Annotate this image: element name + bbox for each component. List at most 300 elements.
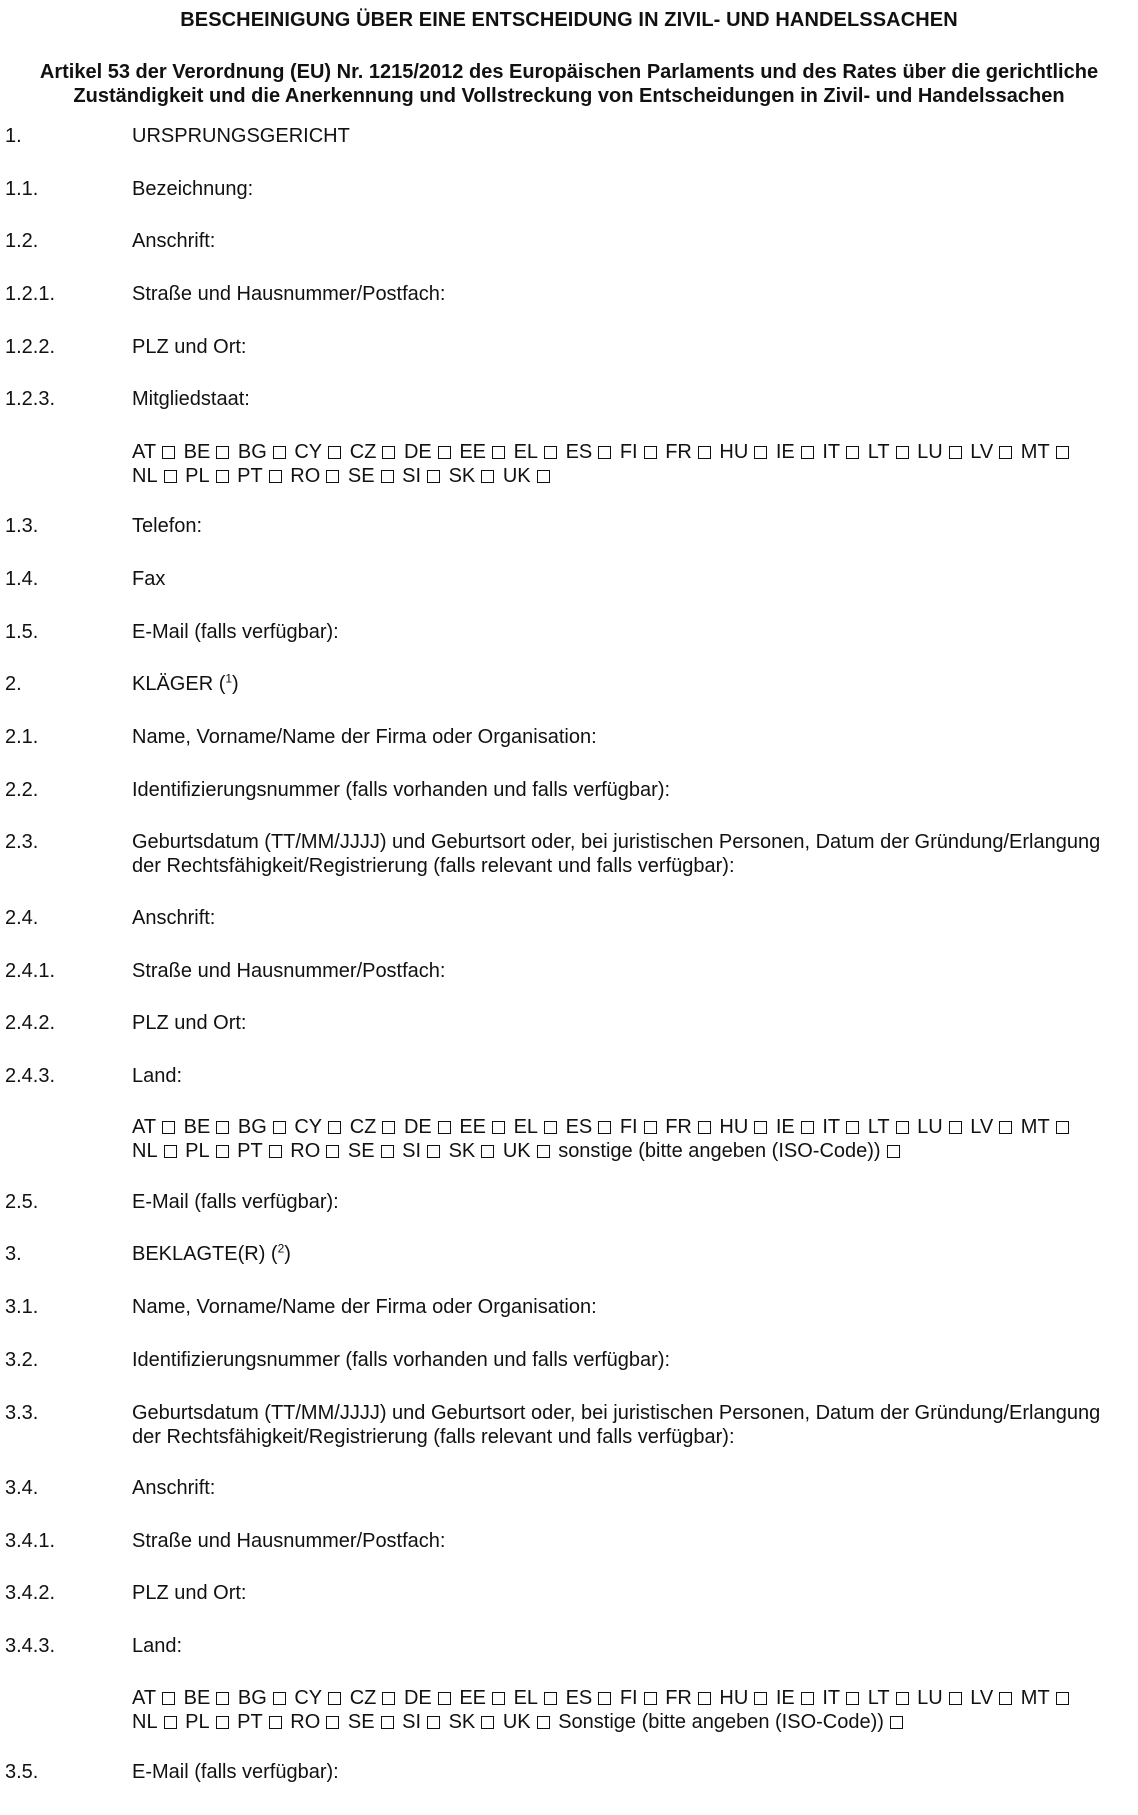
country-code: UK <box>502 1140 531 1162</box>
section-label-line-2: der Rechtsfähigkeit/Registrierung (falls relevant und falls verfügbar): <box>132 1426 735 1448</box>
section-label: Geburtsdatum (TT/MM/JJJJ) und Geburtsort oder, bei juristischen Personen, Datum der Gründung/Erlangung der Rechtsfähigkeit/Registrierung (falls relevant und falls verfügbar): <box>132 1401 1130 1449</box>
country-code: DE <box>403 441 432 463</box>
country-option[interactable] <box>868 441 912 463</box>
checkbox-icon[interactable] <box>273 446 286 459</box>
country-code: LV <box>970 1116 994 1138</box>
section-label: E-Mail (falls verfügbar): <box>132 1761 339 1783</box>
checkbox-icon[interactable] <box>492 1692 505 1705</box>
country-option[interactable] <box>776 1687 817 1709</box>
checkbox-icon[interactable] <box>381 1716 394 1729</box>
checkbox-icon[interactable] <box>273 1692 286 1705</box>
checkbox-icon[interactable] <box>164 1145 177 1158</box>
checkbox-icon[interactable] <box>481 470 494 483</box>
checkbox-icon[interactable] <box>382 1121 395 1134</box>
checkbox-icon[interactable] <box>644 446 657 459</box>
country-option[interactable] <box>917 1116 965 1138</box>
checkbox-icon[interactable] <box>890 1716 903 1729</box>
checkbox-icon[interactable] <box>438 1692 451 1705</box>
checkbox-icon[interactable] <box>537 470 550 483</box>
section-label: E-Mail (falls verfügbar): <box>132 1191 339 1213</box>
country-checkbox-list <box>132 440 1130 488</box>
checkbox-icon[interactable] <box>1056 446 1069 459</box>
country-code: FI <box>619 441 638 463</box>
country-option[interactable] <box>348 1140 397 1162</box>
document-title: BESCHEINIGUNG ÜBER EINE ENTSCHEIDUNG IN ZIVIL- UND HANDELSSACHEN <box>180 9 958 31</box>
country-option[interactable] <box>566 1116 615 1138</box>
section-number: 2.5. <box>5 1191 39 1213</box>
section-label: PLZ und Ort: <box>132 336 247 358</box>
country-option[interactable] <box>237 1711 285 1733</box>
section-label: E-Mail (falls verfügbar): <box>132 621 339 643</box>
country-code: HU <box>719 1116 749 1138</box>
country-code: CY <box>294 441 323 463</box>
country-code: LT <box>867 1687 890 1709</box>
checkbox-icon[interactable] <box>381 470 394 483</box>
country-code: PL <box>185 1140 210 1162</box>
section-number: 3.5. <box>5 1761 39 1783</box>
checkbox-icon[interactable] <box>326 1145 339 1158</box>
country-option[interactable] <box>132 1711 180 1733</box>
country-code: CY <box>294 1116 323 1138</box>
country-code: ES <box>565 1116 593 1138</box>
country-code: PL <box>185 1711 210 1733</box>
country-option[interactable] <box>132 1140 180 1162</box>
country-code: RO <box>290 1711 321 1733</box>
country-option[interactable] <box>184 441 233 463</box>
country-option[interactable] <box>449 465 498 487</box>
checkbox-icon[interactable] <box>427 1145 440 1158</box>
checkbox-icon[interactable] <box>537 1716 550 1729</box>
checkbox-icon[interactable] <box>754 1121 767 1134</box>
checkbox-icon[interactable] <box>216 1121 229 1134</box>
section-number: 1.4. <box>5 568 39 590</box>
country-option[interactable] <box>294 1687 344 1709</box>
country-option[interactable] <box>1021 1116 1072 1138</box>
country-code: HU <box>719 441 749 463</box>
section-label: Identifizierungsnummer (falls vorhanden und falls verfügbar): <box>132 779 671 801</box>
country-option[interactable] <box>665 1687 714 1709</box>
checkbox-icon[interactable] <box>949 446 962 459</box>
country-option[interactable] <box>132 1687 178 1709</box>
section-number: 1.2.3. <box>5 388 56 410</box>
checkbox-icon[interactable] <box>216 1716 229 1729</box>
checkbox-icon[interactable] <box>846 446 859 459</box>
checkbox-icon[interactable] <box>949 1692 962 1705</box>
country-code: AT <box>132 1687 157 1709</box>
section-label: Anschrift: <box>132 1477 216 1499</box>
country-option[interactable] <box>620 1687 660 1709</box>
country-option[interactable] <box>970 1116 1015 1138</box>
checkbox-icon[interactable] <box>481 1145 494 1158</box>
country-code: PT <box>237 465 263 487</box>
country-code: SE <box>347 1140 375 1162</box>
section-number: 2. <box>5 673 22 695</box>
checkbox-icon[interactable] <box>949 1121 962 1134</box>
section-number: 2.4.2. <box>5 1012 56 1034</box>
country-code: FR <box>665 1687 692 1709</box>
country-option[interactable] <box>184 1116 233 1138</box>
section-number: 3.2. <box>5 1349 39 1371</box>
section-number: 2.3. <box>5 831 39 853</box>
checkbox-icon[interactable] <box>164 470 177 483</box>
section-label: Bezeichnung: <box>132 178 254 200</box>
country-code: LU <box>917 1116 943 1138</box>
country-option[interactable] <box>503 1140 553 1162</box>
country-option[interactable] <box>868 1116 912 1138</box>
checkbox-icon[interactable] <box>162 1121 175 1134</box>
checkbox-icon[interactable] <box>438 446 451 459</box>
checkbox-icon[interactable] <box>382 446 395 459</box>
country-option[interactable] <box>185 1140 231 1162</box>
country-option[interactable] <box>238 1116 289 1138</box>
section-number: 2.4.3. <box>5 1065 56 1087</box>
country-option[interactable] <box>620 1116 660 1138</box>
country-option[interactable] <box>970 1687 1015 1709</box>
checkbox-icon[interactable] <box>544 1121 557 1134</box>
country-code: SK <box>448 1711 476 1733</box>
section-number: 1.3. <box>5 515 39 537</box>
checkbox-icon[interactable] <box>216 1692 229 1705</box>
country-code: BG <box>237 1116 267 1138</box>
country-option[interactable] <box>404 1116 454 1138</box>
country-option[interactable] <box>350 441 399 463</box>
country-code: SI <box>402 465 422 487</box>
checkbox-icon[interactable] <box>438 1121 451 1134</box>
country-option[interactable] <box>294 441 344 463</box>
country-code: PT <box>237 1711 263 1733</box>
country-code: LT <box>867 1116 890 1138</box>
country-option[interactable] <box>566 1687 615 1709</box>
section-label: URSPRUNGSGERICHT <box>132 125 350 147</box>
checkbox-icon[interactable] <box>698 446 711 459</box>
country-code: ES <box>565 1687 593 1709</box>
country-option[interactable] <box>566 441 615 463</box>
country-code: LU <box>917 441 943 463</box>
country-code: FR <box>665 1116 692 1138</box>
country-option[interactable] <box>1021 441 1072 463</box>
section-number: 2.4. <box>5 907 39 929</box>
checkbox-icon[interactable] <box>999 1692 1012 1705</box>
section-number: 3.3. <box>5 1402 39 1424</box>
country-code: PL <box>185 465 210 487</box>
subtitle-line-1: Artikel 53 der Verordnung (EU) Nr. 1215/2012 des Europäischen Parlaments und des Rates über die gerichtliche <box>39 61 1099 83</box>
footnote-ref: 1 <box>225 671 233 686</box>
section-label: Anschrift: <box>132 230 216 252</box>
checkbox-icon[interactable] <box>328 1692 341 1705</box>
country-code: CY <box>294 1687 323 1709</box>
section-number: 1.2. <box>5 230 39 252</box>
country-option[interactable] <box>290 1711 342 1733</box>
section-label: Name, Vorname/Name der Firma oder Organisation: <box>132 726 597 748</box>
country-option[interactable] <box>822 1687 862 1709</box>
country-code: BG <box>237 441 267 463</box>
checkbox-icon[interactable] <box>216 446 229 459</box>
country-option[interactable] <box>665 1116 714 1138</box>
country-line <box>132 1710 1130 1734</box>
country-option[interactable] <box>449 1140 498 1162</box>
section-label: Name, Vorname/Name der Firma oder Organisation: <box>132 1296 597 1318</box>
section-number: 1.2.2. <box>5 336 56 358</box>
country-code: PT <box>237 1140 263 1162</box>
checkbox-icon[interactable] <box>382 1692 395 1705</box>
section-label: Fax <box>132 568 166 590</box>
country-option[interactable] <box>237 1140 285 1162</box>
country-code: NL <box>132 1711 158 1733</box>
section-label: Straße und Hausnummer/Postfach: <box>132 960 446 982</box>
section-number: 1.1. <box>5 178 39 200</box>
country-option[interactable] <box>514 441 560 463</box>
country-option[interactable] <box>348 465 397 487</box>
country-code: HU <box>719 1687 749 1709</box>
checkbox-icon[interactable] <box>598 1692 611 1705</box>
section-label: Telefon: <box>132 515 203 537</box>
country-option[interactable] <box>719 441 770 463</box>
country-option[interactable] <box>459 1116 508 1138</box>
country-line <box>132 464 1130 488</box>
checkbox-icon[interactable] <box>698 1121 711 1134</box>
checkbox-icon[interactable] <box>537 1145 550 1158</box>
checkbox-icon[interactable] <box>481 1716 494 1729</box>
checkbox-icon[interactable] <box>801 446 814 459</box>
country-code: EL <box>513 1687 539 1709</box>
country-option[interactable] <box>514 1687 560 1709</box>
country-code: NL <box>132 465 158 487</box>
country-code: SK <box>448 1140 476 1162</box>
checkbox-icon[interactable] <box>269 470 282 483</box>
country-line <box>132 1139 1130 1163</box>
checkbox-icon[interactable] <box>273 1121 286 1134</box>
checkbox-icon[interactable] <box>598 446 611 459</box>
country-option[interactable] <box>776 441 817 463</box>
checkbox-icon[interactable] <box>1056 1121 1069 1134</box>
section-number: 3.4.3. <box>5 1635 56 1657</box>
country-option[interactable] <box>402 1711 443 1733</box>
country-code: SE <box>347 465 375 487</box>
checkbox-icon[interactable] <box>644 1692 657 1705</box>
country-code: LT <box>867 441 890 463</box>
section-number: 3.1. <box>5 1296 39 1318</box>
country-code: CZ <box>349 441 377 463</box>
section-label: PLZ und Ort: <box>132 1582 247 1604</box>
country-option[interactable] <box>290 465 342 487</box>
checkbox-icon[interactable] <box>381 1145 394 1158</box>
checkbox-icon[interactable] <box>427 470 440 483</box>
country-option[interactable] <box>503 465 553 487</box>
section-number: 3.4.2. <box>5 1582 56 1604</box>
country-code: DE <box>403 1116 432 1138</box>
country-code: BE <box>183 1687 211 1709</box>
country-code: MT <box>1020 1687 1050 1709</box>
country-code: AT <box>132 1116 157 1138</box>
section-label: Geburtsdatum (TT/MM/JJJJ) und Geburtsort oder, bei juristischen Personen, Datum der Gründung/Erlangung der Rechtsfähigkeit/Registrierung (falls relevant und falls verfügbar): <box>132 830 1130 878</box>
country-code: CZ <box>349 1116 377 1138</box>
country-checkbox-list <box>132 1115 1130 1163</box>
country-option[interactable] <box>350 1116 399 1138</box>
country-code: IE <box>775 441 795 463</box>
checkbox-icon[interactable] <box>216 1145 229 1158</box>
checkbox-icon[interactable] <box>598 1121 611 1134</box>
checkbox-icon[interactable] <box>427 1716 440 1729</box>
section-label: Mitgliedstaat: <box>132 388 250 410</box>
country-code: MT <box>1020 1116 1050 1138</box>
country-code: IE <box>775 1687 795 1709</box>
country-code: IT <box>822 1116 841 1138</box>
checkbox-icon[interactable] <box>326 1716 339 1729</box>
country-code: LV <box>970 441 994 463</box>
checkbox-icon[interactable] <box>326 470 339 483</box>
checkbox-icon[interactable] <box>1056 1692 1069 1705</box>
country-option[interactable] <box>290 1140 342 1162</box>
country-code: DE <box>403 1687 432 1709</box>
country-option[interactable] <box>238 1687 289 1709</box>
country-code: ES <box>565 441 593 463</box>
country-option[interactable] <box>719 1687 770 1709</box>
country-option[interactable] <box>665 441 714 463</box>
country-option[interactable] <box>719 1116 770 1138</box>
checkbox-icon[interactable] <box>492 1121 505 1134</box>
section-label: Land: <box>132 1065 183 1087</box>
country-code: UK <box>502 465 531 487</box>
checkbox-icon[interactable] <box>162 446 175 459</box>
country-code: SE <box>347 1711 375 1733</box>
checkbox-icon[interactable] <box>492 446 505 459</box>
country-code: RO <box>290 1140 321 1162</box>
country-line <box>132 440 1130 464</box>
country-option[interactable] <box>132 465 180 487</box>
country-option[interactable] <box>558 1140 902 1162</box>
section-number: 2.1. <box>5 726 39 748</box>
country-code: SI <box>402 1140 422 1162</box>
country-code: LV <box>970 1687 994 1709</box>
country-option[interactable] <box>868 1687 912 1709</box>
country-option[interactable] <box>350 1687 399 1709</box>
checkbox-icon[interactable] <box>896 446 909 459</box>
section-label: BEKLAGTE(R) ($^2$) <box>132 1241 291 1265</box>
section-number: 3.4.1. <box>5 1530 56 1552</box>
country-code: IT <box>822 1687 841 1709</box>
section-label: Identifizierungsnummer (falls vorhanden und falls verfügbar): <box>132 1349 671 1371</box>
section-number: 2.2. <box>5 779 39 801</box>
checkbox-icon[interactable] <box>269 1145 282 1158</box>
section-number: 1. <box>5 125 22 147</box>
country-option[interactable] <box>449 1711 498 1733</box>
country-option[interactable] <box>822 441 862 463</box>
section-number: 1.5. <box>5 621 39 643</box>
checkbox-icon[interactable] <box>896 1121 909 1134</box>
checkbox-icon[interactable] <box>896 1692 909 1705</box>
checkbox-icon[interactable] <box>644 1121 657 1134</box>
country-option[interactable] <box>776 1116 817 1138</box>
checkbox-icon[interactable] <box>328 446 341 459</box>
country-line <box>132 1115 1130 1139</box>
country-option[interactable] <box>620 441 660 463</box>
checkbox-icon[interactable] <box>801 1121 814 1134</box>
checkbox-icon[interactable] <box>216 470 229 483</box>
country-option[interactable] <box>294 1116 344 1138</box>
checkbox-icon[interactable] <box>162 1692 175 1705</box>
country-code: sonstige (bitte angeben (ISO-Code)) <box>558 1140 881 1162</box>
country-code: EE <box>459 1687 486 1709</box>
country-code: EL <box>513 441 539 463</box>
section-label: Anschrift: <box>132 907 216 929</box>
country-option[interactable] <box>404 441 454 463</box>
checkbox-icon[interactable] <box>887 1145 900 1158</box>
country-option[interactable] <box>459 1687 508 1709</box>
country-code: BE <box>183 1116 211 1138</box>
country-option[interactable] <box>184 1687 233 1709</box>
country-option[interactable] <box>459 441 508 463</box>
country-checkbox-list <box>132 1686 1130 1734</box>
checkbox-icon[interactable] <box>698 1692 711 1705</box>
checkbox-icon[interactable] <box>544 1692 557 1705</box>
checkbox-icon[interactable] <box>999 1121 1012 1134</box>
country-code: MT <box>1020 441 1050 463</box>
country-option[interactable] <box>917 1687 965 1709</box>
document-subtitle <box>4 60 1134 108</box>
country-option[interactable] <box>237 465 285 487</box>
country-code: UK <box>502 1711 531 1733</box>
checkbox-icon[interactable] <box>999 446 1012 459</box>
section-number: 2.4.1. <box>5 960 56 982</box>
section-number: 3.4. <box>5 1477 39 1499</box>
section-label: Straße und Hausnummer/Postfach: <box>132 283 446 305</box>
checkbox-icon[interactable] <box>754 1692 767 1705</box>
checkbox-icon[interactable] <box>164 1716 177 1729</box>
country-option[interactable] <box>132 441 178 463</box>
section-number: 3. <box>5 1243 22 1265</box>
country-code: Sonstige (bitte angeben (ISO-Code)) <box>558 1711 884 1733</box>
country-code: EL <box>513 1116 539 1138</box>
checkbox-icon[interactable] <box>328 1121 341 1134</box>
country-option[interactable] <box>514 1116 560 1138</box>
country-option[interactable] <box>917 441 965 463</box>
country-option[interactable] <box>238 441 289 463</box>
checkbox-icon[interactable] <box>544 446 557 459</box>
country-code: CZ <box>349 1687 377 1709</box>
subtitle-line-2: Zuständigkeit und die Anerkennung und Vollstreckung von Entscheidungen in Zivil- und Handelssachen <box>73 85 1065 107</box>
country-option[interactable] <box>185 465 231 487</box>
country-option[interactable] <box>132 1116 178 1138</box>
country-code: LU <box>917 1687 943 1709</box>
section-label: Land: <box>132 1635 183 1657</box>
country-option[interactable] <box>402 1140 443 1162</box>
country-option[interactable] <box>503 1711 553 1733</box>
country-code: SK <box>448 465 476 487</box>
country-code: BG <box>237 1687 267 1709</box>
country-option[interactable] <box>402 465 443 487</box>
country-option[interactable] <box>185 1711 231 1733</box>
checkbox-icon[interactable] <box>754 446 767 459</box>
country-code: BE <box>183 441 211 463</box>
checkbox-icon[interactable] <box>846 1692 859 1705</box>
checkbox-icon[interactable] <box>801 1692 814 1705</box>
country-option[interactable] <box>558 1711 906 1733</box>
country-line <box>132 1686 1130 1710</box>
country-option[interactable] <box>1021 1687 1072 1709</box>
country-code: FI <box>619 1687 638 1709</box>
country-option[interactable] <box>822 1116 862 1138</box>
country-code: IT <box>822 441 841 463</box>
country-code: AT <box>132 441 157 463</box>
country-code: EE <box>459 441 486 463</box>
country-option[interactable] <box>348 1711 397 1733</box>
section-label: Straße und Hausnummer/Postfach: <box>132 1530 446 1552</box>
country-option[interactable] <box>970 441 1015 463</box>
country-option[interactable] <box>404 1687 454 1709</box>
checkbox-icon[interactable] <box>846 1121 859 1134</box>
country-code: EE <box>459 1116 486 1138</box>
checkbox-icon[interactable] <box>269 1716 282 1729</box>
